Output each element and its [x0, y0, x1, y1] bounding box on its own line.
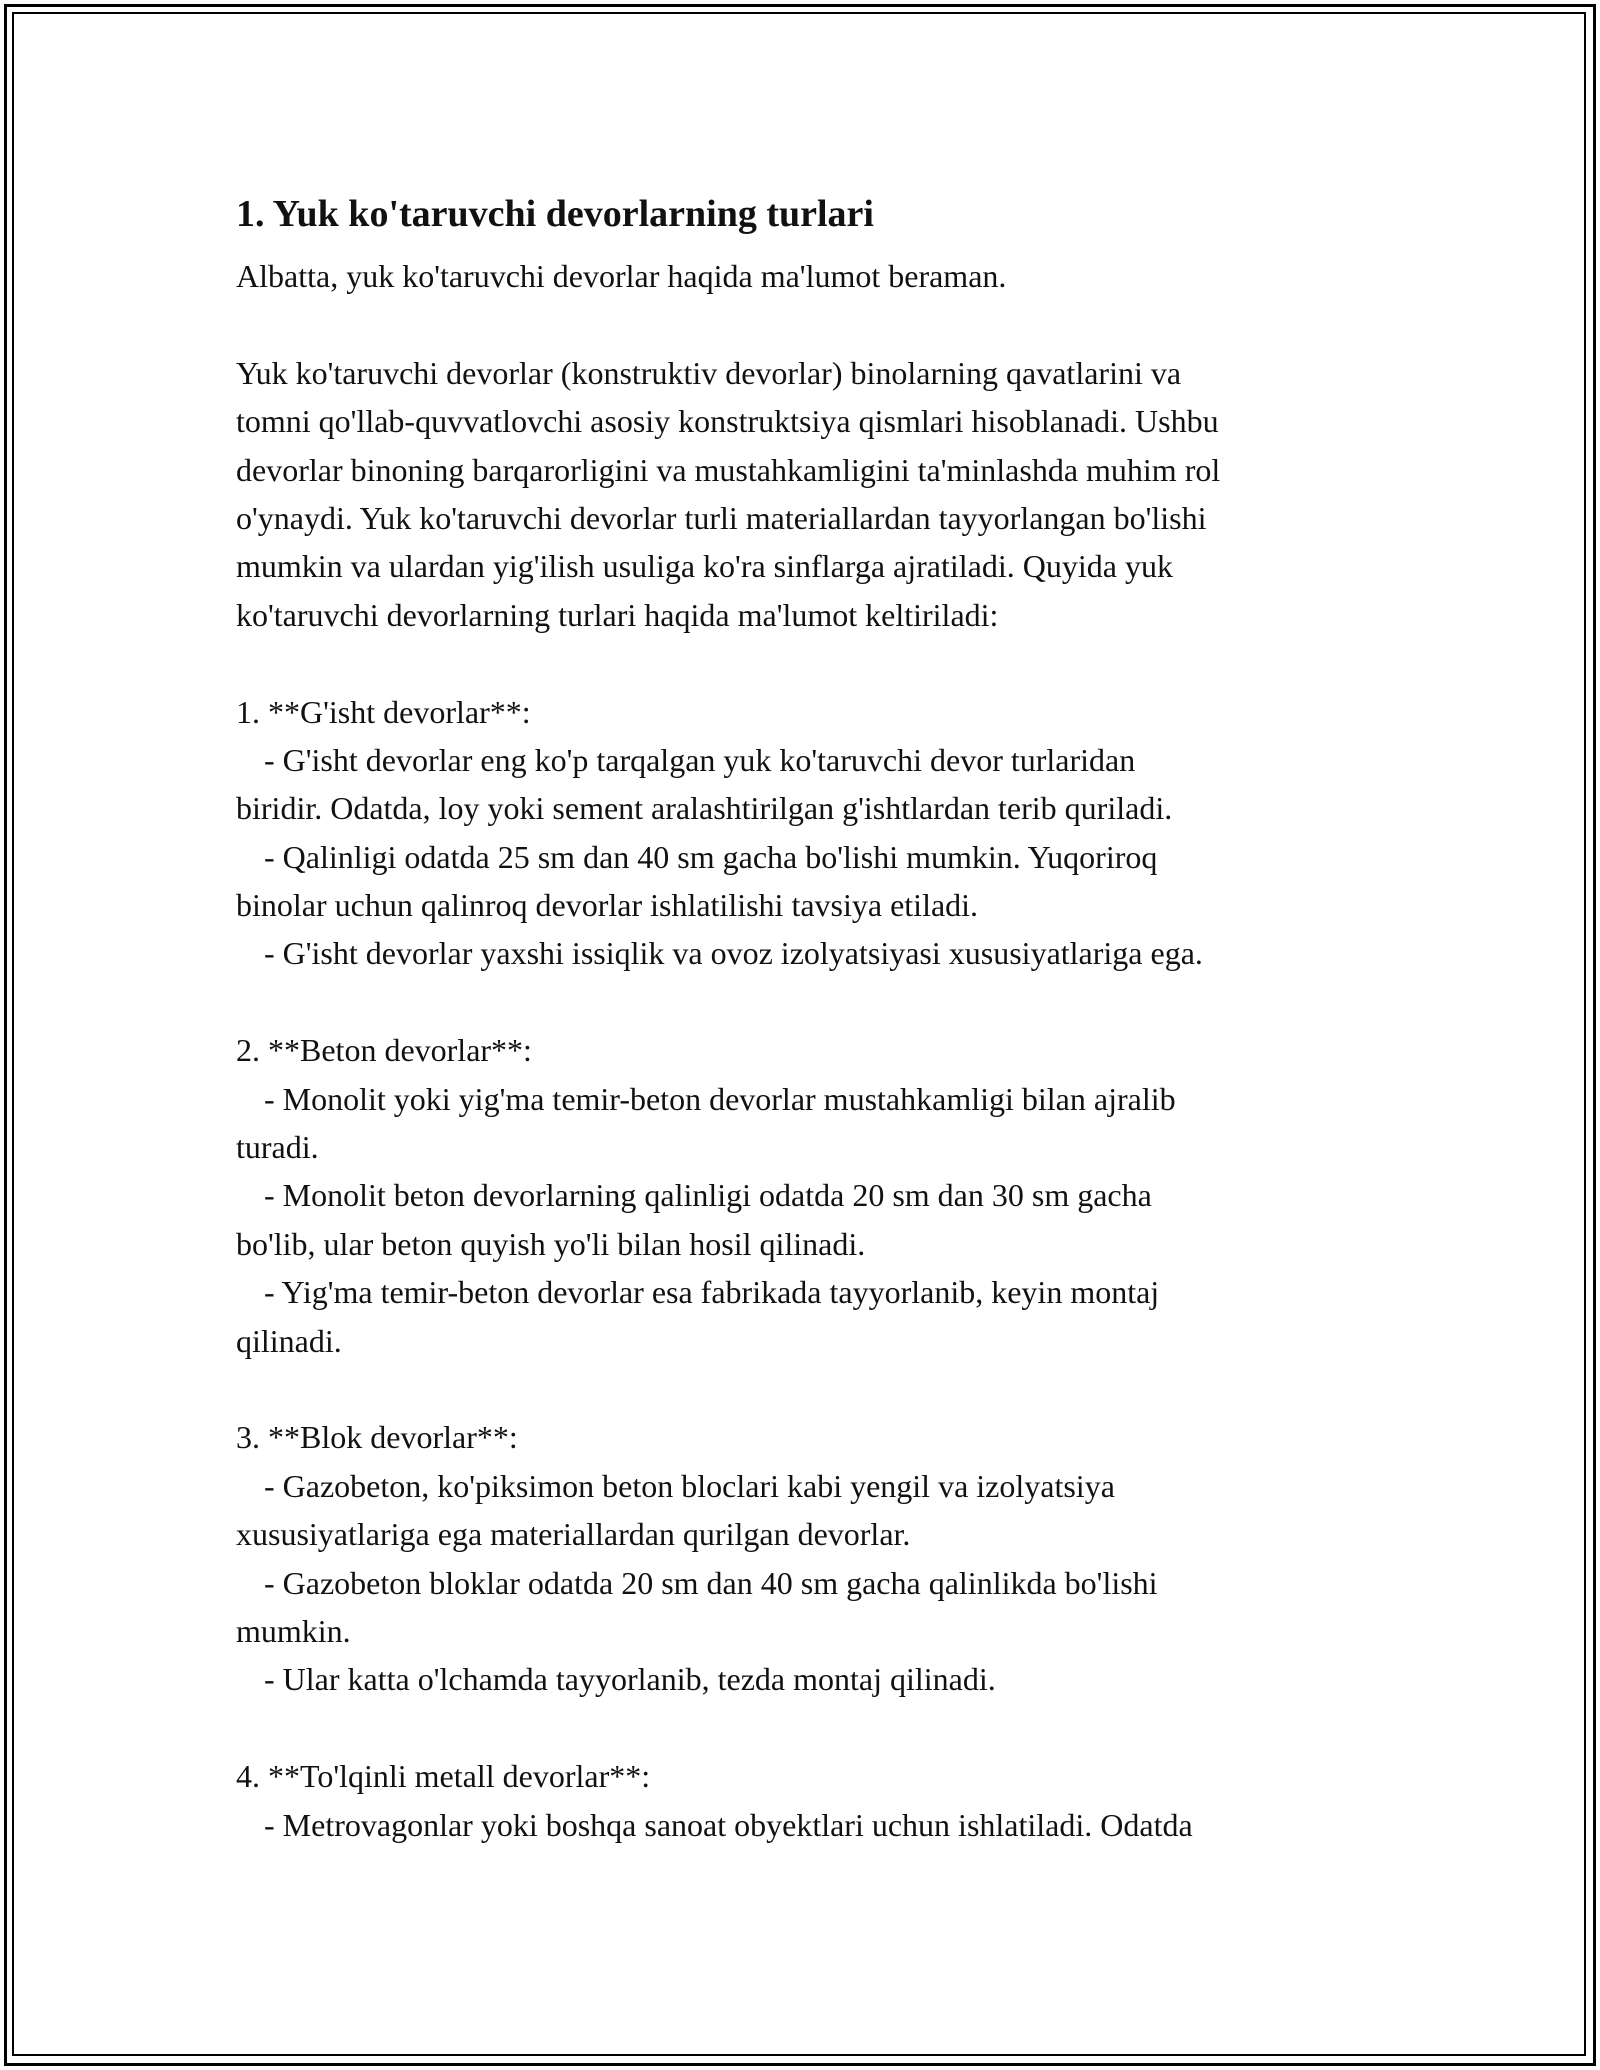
- paragraph-line: o'ynaydi. Yuk ko'taruvchi devorlar turli materiallardan tayyorlangan bo'lishi: [236, 499, 1207, 536]
- paragraph-line: mumkin va ulardan yig'ilish usuliga ko'ra sinflarga ajratiladi. Quyida yuk: [236, 548, 1173, 585]
- list-item: - Metrovagonlar yoki boshqa sanoat obyektlari uchun ishlatiladi. Odatda: [264, 1806, 1193, 1843]
- list-item: - Monolit yoki yig'ma temir-beton devorlar mustahkamligi bilan ajralib: [264, 1080, 1176, 1117]
- list-item: - Yig'ma temir-beton devorlar esa fabrikada tayyorlanib, keyin montaj: [264, 1274, 1160, 1311]
- paragraph-line: Yuk ko'taruvchi devorlar (konstruktiv devorlar) binolarning qavatlarini va: [236, 354, 1182, 391]
- blank-line: [236, 978, 1376, 1026]
- section-heading: 1. **G'isht devorlar**:: [236, 693, 531, 730]
- list-item-continuation: biridir. Odatda, loy yoki sement aralashtirilgan g'ishtlardan terib quriladi.: [236, 790, 1173, 827]
- blank-line: [236, 1365, 1376, 1413]
- list-item-continuation: qilinadi.: [236, 1322, 342, 1359]
- list-item-continuation: bo'lib, ular beton quyish yo'li bilan hosil qilinadi.: [236, 1225, 866, 1262]
- list-item-continuation: xususiyatlariga ega materiallardan qurilgan devorlar.: [236, 1516, 911, 1553]
- blank-line: [236, 1704, 1376, 1752]
- section-heading: 3. **Blok devorlar**:: [236, 1419, 518, 1456]
- list-item-continuation: mumkin.: [236, 1612, 351, 1649]
- section-heading: 4. **To'lqinli metall devorlar**:: [236, 1758, 651, 1795]
- list-item: - Monolit beton devorlarning qalinligi odatda 20 sm dan 30 sm gacha: [264, 1177, 1152, 1214]
- list-item-continuation: binolar uchun qalinroq devorlar ishlatilishi tavsiya etiladi.: [236, 887, 979, 924]
- list-item-continuation: turadi.: [236, 1129, 319, 1166]
- list-item: - Gazobeton, ko'piksimon beton bloclari kabi yengil va izolyatsiya: [264, 1467, 1115, 1504]
- list-item: - G'isht devorlar eng ko'p tarqalgan yuk ko'taruvchi devor turlaridan: [264, 741, 1136, 778]
- document-body: [236, 186, 1376, 1849]
- page-title: 1. Yuk ko'taruvchi devorlarning turlari: [236, 193, 874, 235]
- list-item: - Gazobeton bloklar odatda 20 sm dan 40 sm gacha qalinlikda bo'lishi: [264, 1564, 1158, 1601]
- paragraph-line: ko'taruvchi devorlarning turlari haqida ma'lumot keltiriladi:: [236, 596, 999, 633]
- blank-line: [236, 639, 1376, 687]
- list-item: - Ular katta o'lchamda tayyorlanib, tezda montaj qilinadi.: [264, 1661, 996, 1698]
- paragraph-line: tomni qo'llab-quvvatlovchi asosiy konstruktsiya qismlari hisoblanadi. Ushbu: [236, 403, 1219, 440]
- list-item: - G'isht devorlar yaxshi issiqlik va ovoz izolyatsiyasi xususiyatlariga ega.: [264, 935, 1203, 972]
- blank-line: [236, 300, 1376, 348]
- list-item: - Qalinligi odatda 25 sm dan 40 sm gacha bo'lishi mumkin. Yuqoriroq: [264, 838, 1158, 875]
- paragraph-line: devorlar binoning barqarorligini va mustahkamligini ta'minlashda muhim rol: [236, 451, 1221, 488]
- intro-line: Albatta, yuk ko'taruvchi devorlar haqida ma'lumot beraman.: [236, 258, 1007, 294]
- section-heading: 2. **Beton devorlar**:: [236, 1032, 532, 1069]
